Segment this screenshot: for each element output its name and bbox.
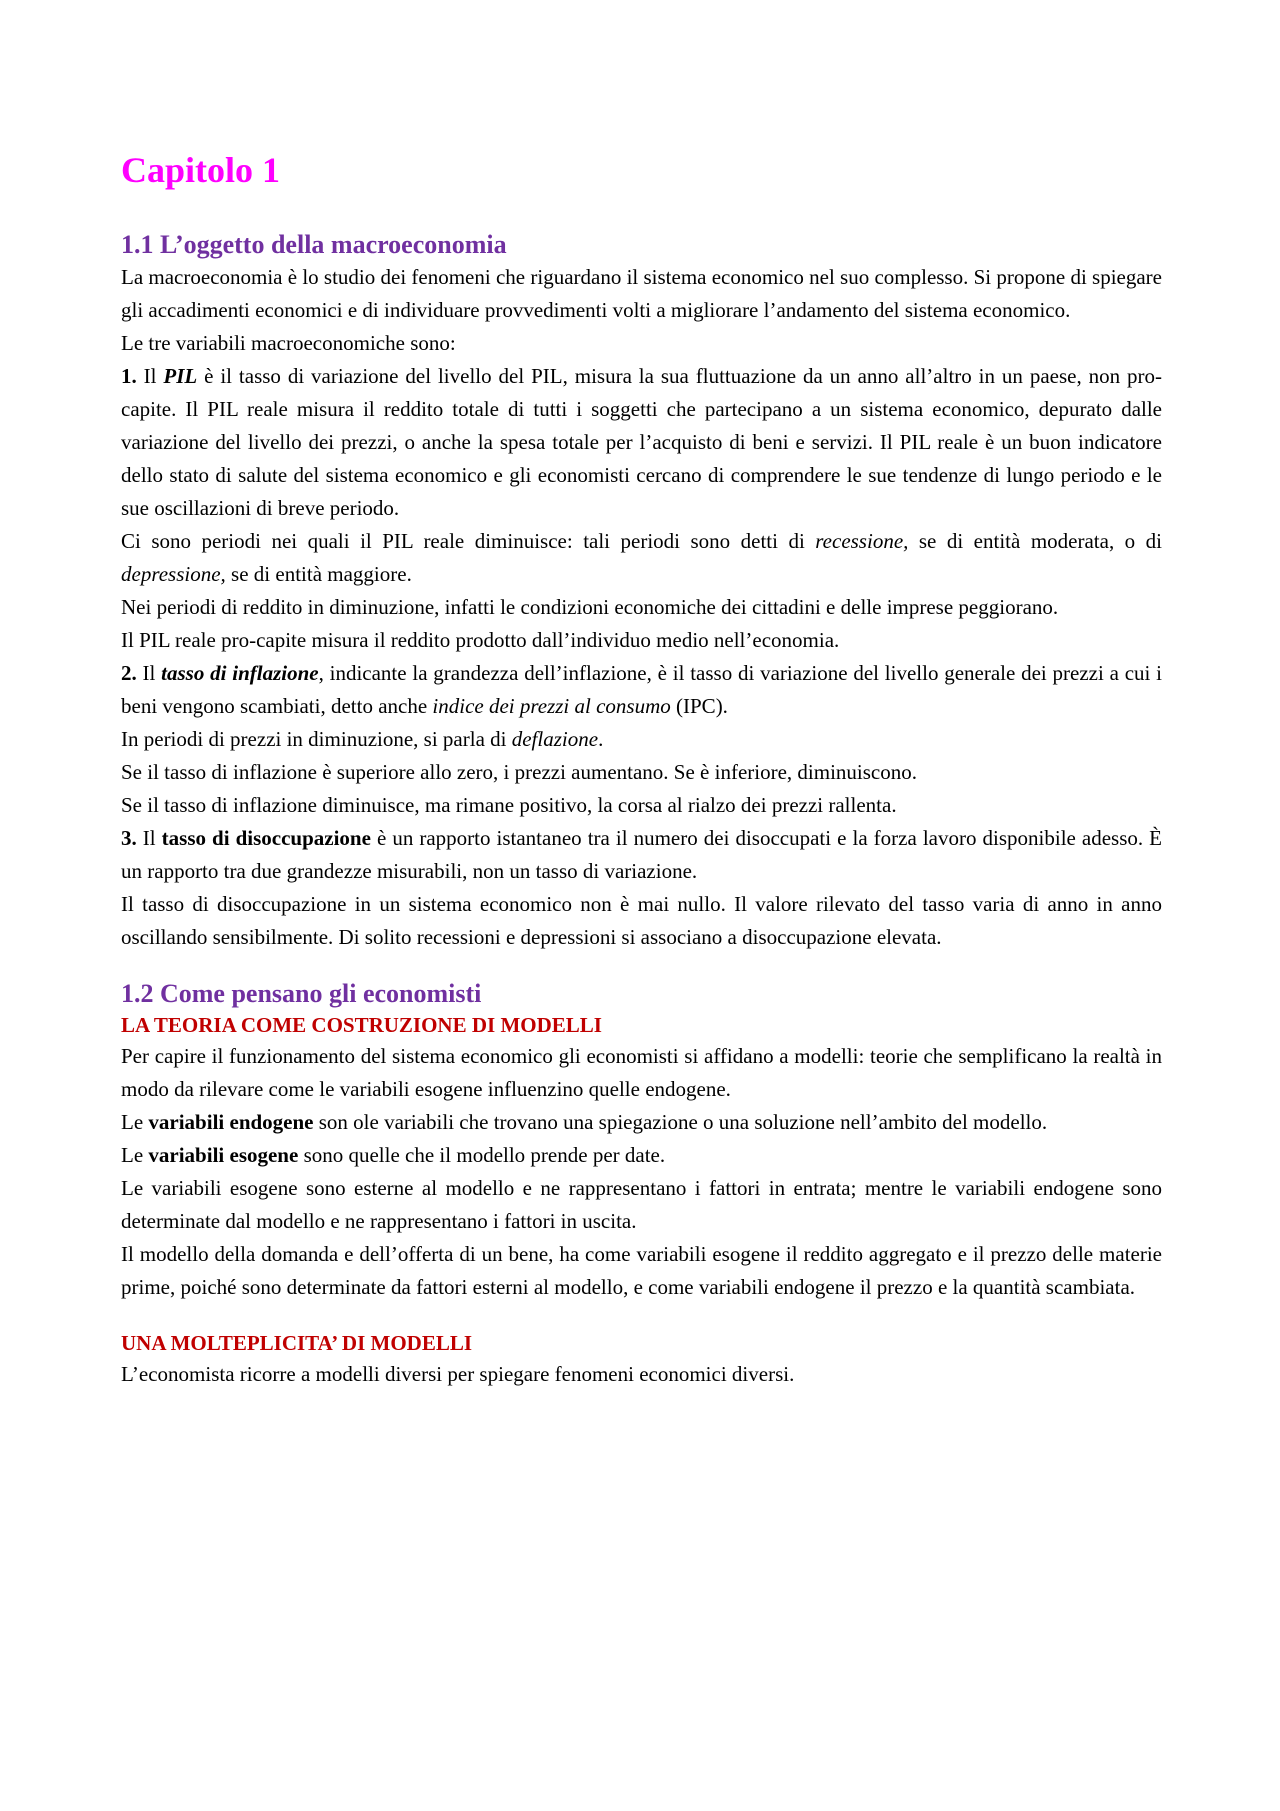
subheading-multiple-models: UNA MOLTEPLICITA’ DI MODELLI: [121, 1331, 473, 1355]
s1-paragraph-deflation: [121, 723, 1162, 756]
s1-paragraph-income: Nei periodi di reddito in diminuzione, infatti le condizioni economiche dei cittadini e delle imprese peggiorano.: [121, 595, 1059, 619]
text-run: sono quelle che il modello prende per date.: [298, 1143, 666, 1167]
s1-item-inflation: [121, 657, 1162, 723]
term-endogenous: variabili endogene: [148, 1110, 314, 1134]
s1-paragraph-recession: [121, 525, 1162, 591]
s1-paragraph-inflation-slowdown: Se il tasso di inflazione diminuisce, ma rimane positivo, la corsa al rialzo dei prezzi rallenta.: [121, 793, 897, 817]
s1-item-pil: [121, 360, 1162, 525]
s1-paragraph-intro: La macroeconomia è lo studio dei fenomeni che riguardano il sistema economico nel suo complesso. Si propone di spiegare gli accadimenti economici e di individuare provvedimenti volti a migliorare l’andamento del sistema economico.: [121, 265, 1162, 322]
text-run: Le: [121, 1143, 149, 1167]
s1-paragraph-per-capita: Il PIL reale pro-capite misura il reddito prodotto dall’individuo medio nell’economia.: [121, 628, 840, 652]
item-text: è un rapporto istantaneo tra il numero dei disoccupati e la forza lavoro disponibile adesso. È un rapporto tra due grandezze misurabili, non un tasso di variazione.: [121, 826, 1162, 883]
chapter-title: Capitolo 1: [121, 150, 281, 190]
term-deflazione: deflazione: [511, 727, 599, 751]
s2-paragraph-supply-demand: Il modello della domanda e dell’offerta di un bene, ha come variabili esogene il reddito aggregato e il prezzo delle materie prime, poiché sono determinate da fattori esterni al modello, e come variabili endogene il prezzo e la quantità scambiata.: [121, 1242, 1162, 1299]
item-number: 1.: [121, 364, 137, 388]
subheading-models: LA TEORIA COME COSTRUZIONE DI MODELLI: [121, 1013, 602, 1037]
text-run: .: [598, 727, 604, 751]
text-run: Ci sono periodi nei quali il PIL reale diminuisce: tali periodi sono detti di: [121, 529, 816, 553]
s2-paragraph-exogenous: [121, 1139, 1162, 1172]
s1-paragraph-inflation-sign: Se il tasso di inflazione è superiore allo zero, i prezzi aumentano. Se è inferiore, diminuiscono.: [121, 760, 917, 784]
term-pil: PIL: [163, 364, 198, 388]
text-run: In periodi di prezzi in diminuzione, si parla di: [121, 727, 512, 751]
s2-paragraph-variables-role: Le variabili esogene sono esterne al modello e ne rappresentano i fattori in entrata; mentre le variabili endogene sono determinate dal modello e ne rappresentano i fattori in uscita.: [121, 1176, 1162, 1233]
spacer: [121, 1304, 1162, 1328]
text-run: Le: [121, 1110, 149, 1134]
s2-paragraph-endogenous: [121, 1106, 1162, 1139]
item-prefix: Il: [136, 364, 164, 388]
item-text: , indicante la grandezza dell’inflazione, è il tasso di variazione del livello generale dei prezzi a cui i beni vengono scambiati, detto anche: [121, 661, 1162, 718]
item-number: 2.: [121, 661, 137, 685]
term-ipc: indice dei prezzi al consumo: [432, 694, 671, 718]
term-recessione: recessione,: [815, 529, 909, 553]
text-run: se di entità maggiore.: [225, 562, 412, 586]
item-prefix: Il: [136, 826, 162, 850]
term-depressione: depressione,: [121, 562, 226, 586]
s2-paragraph-multiple-models: L’economista ricorre a modelli diversi per spiegare fenomeni economici diversi.: [121, 1362, 795, 1386]
item-number: 3.: [121, 826, 137, 850]
item-prefix: Il: [136, 661, 162, 685]
text-run: se di entità moderata, o di: [908, 529, 1162, 553]
spacer: [121, 954, 1162, 978]
document-page: [121, 148, 1162, 1391]
item-text: è il tasso di variazione del livello del PIL, misura la sua fluttuazione da un anno all’altro in un paese, non pro-capite. Il PIL reale misura il reddito totale di tutti i soggetti che partecipano a un sistema economico, depurato dalle variazione del livello dei prezzi, o anche la spesa totale per l’acquisto di beni e servizi. Il PIL reale è un buon indicatore dello stato di salute del sistema economico e gli economisti cercano di comprendere le sue tendenze di lungo periodo e le sue oscillazioni di breve periodo.: [121, 364, 1162, 520]
term-inflation: tasso di inflazione: [161, 661, 319, 685]
s1-item-unemployment: [121, 822, 1162, 888]
s1-paragraph-unemployment-note: Il tasso di disoccupazione in un sistema economico non è mai nullo. Il valore rilevato del tasso varia di anno in anno oscillando sensibilmente. Di solito recessioni e depressioni si associano a disoccupazione elevata.: [121, 892, 1162, 949]
text-run: son ole variabili che trovano una spiegazione o una soluzione nell’ambito del modello.: [313, 1110, 1048, 1134]
item-text: (IPC).: [670, 694, 728, 718]
section-2-heading: 1.2 Come pensano gli economisti: [121, 979, 482, 1008]
term-exogenous: variabili esogene: [148, 1143, 299, 1167]
s2-paragraph-models: Per capire il funzionamento del sistema economico gli economisti si affidano a modelli: teorie che semplificano la realtà in modo da rilevare come le variabili esogene influenzino quelle endogene.: [121, 1044, 1162, 1101]
term-unemployment: tasso di disoccupazione: [161, 826, 371, 850]
s1-paragraph-variables-intro: Le tre variabili macroeconomiche sono:: [121, 331, 456, 355]
section-1-heading: 1.1 L’oggetto della macroeconomia: [121, 230, 507, 259]
